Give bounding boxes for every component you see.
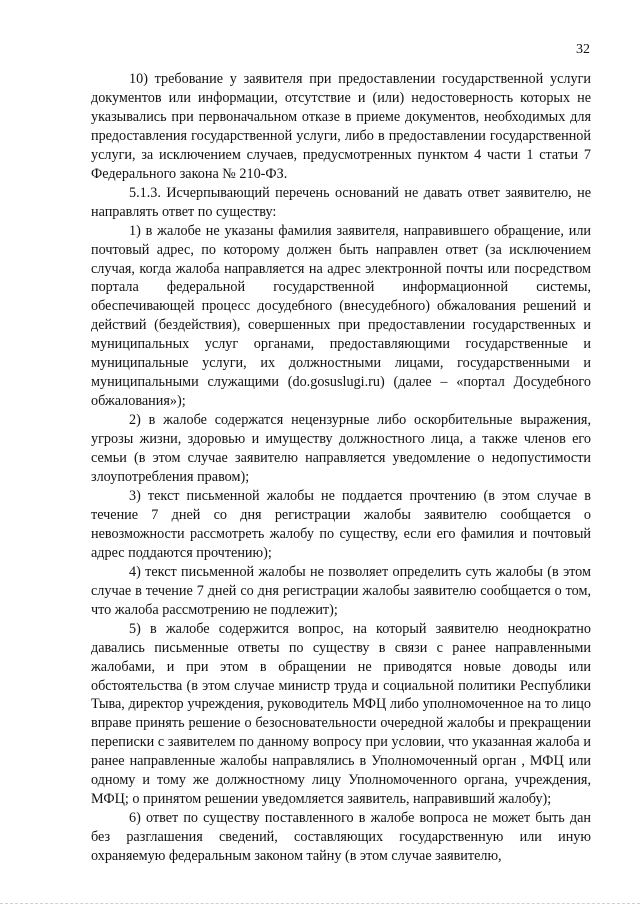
paragraph-ground-1: 1) в жалобе не указаны фамилия заявителя, направившего обращение, или почтовый адрес, по которому должен быть направлен ответ (за исключением случая, когда жалоба направляется на адрес электронной почты или посредством портала федеральной государственной информационной системы, обеспечивающей процесс досудебного (внесудебного) обжалования решений и действий (бездействия), совершенных при предоставлении государственных и муниципальных услуг органами, предоставляющими государственные и муниципальные услуги, их должностными лицами, государственными и муниципальными служащими (do.gosuslugi.ru) (далее – «портал Досудебного обжалования»); — [91, 222, 591, 410]
paragraph-ground-3: 3) текст письменной жалобы не поддается прочтению (в этом случае в течение 7 дней со дня регистрации жалобы заявителю сообщается о невозможности рассмотреть жалобу по существу, если его фамилия и почтовый адрес поддаются прочтению); — [91, 487, 591, 561]
paragraph-section-5-1-3: 5.1.3. Исчерпывающий перечень оснований не давать ответ заявителю, не направлять ответ по существу: — [91, 184, 591, 220]
document-body — [91, 70, 591, 866]
paragraph-ground-4: 4) текст письменной жалобы не позволяет определить суть жалобы (в этом случае в течение 7 дней со дня регистрации жалобы заявителю сообщается о том, что жалоба рассмотрению не подлежит); — [91, 563, 591, 618]
paragraph-ground-5: 5) в жалобе содержится вопрос, на который заявителю неоднократно давались письменные ответы по существу в связи с ранее направленными жалобами, и при этом в обращении не приводятся новые доводы или обстоятельства (в этом случае министр труда и социальной политики Республики Тыва, директор учреждения, руководитель МФЦ либо уполномоченное на то лицо вправе принять решение о безосновательности очередной жалобы и прекращении переписки с заявителем по данному вопросу при условии, что указанная жалоба и ранее направленные жалобы направлялись в Уполномоченный орган , МФЦ или одному и тому же должностному лицу Уполномоченного органа, учреждения, МФЦ; о принятом решении уведомляется заявитель, направивший жалобу); — [91, 620, 591, 808]
paragraph-ground-6: 6) ответ по существу поставленного в жалобе вопроса не может быть дан без разглашения сведений, составляющих государственную или иную охраняемую федеральным законом тайну (в этом случае заявителю, — [91, 810, 591, 865]
scan-bottom-line — [0, 903, 640, 904]
paragraph-item-10: 10) требование у заявителя при предоставлении государственной услуги документов или информации, отсутствие и (или) недостоверность которых не указывались при первоначальном отказе в приеме документов, необходимых для предоставления государственной услуги, либо в предоставлении государственной услуги, за исключением случаев, предусмотренных пунктом 4 части 1 статьи 7 Федерального закона № 210-ФЗ. — [91, 71, 591, 182]
page-number: 32 — [576, 42, 590, 57]
paragraph-ground-2: 2) в жалобе содержатся нецензурные либо оскорбительные выражения, угрозы жизни, здоровью и имуществу должностного лица, а также членов его семьи (в этом случае заявителю направляется уведомление о недопустимости злоупотребления правом); — [91, 412, 591, 486]
